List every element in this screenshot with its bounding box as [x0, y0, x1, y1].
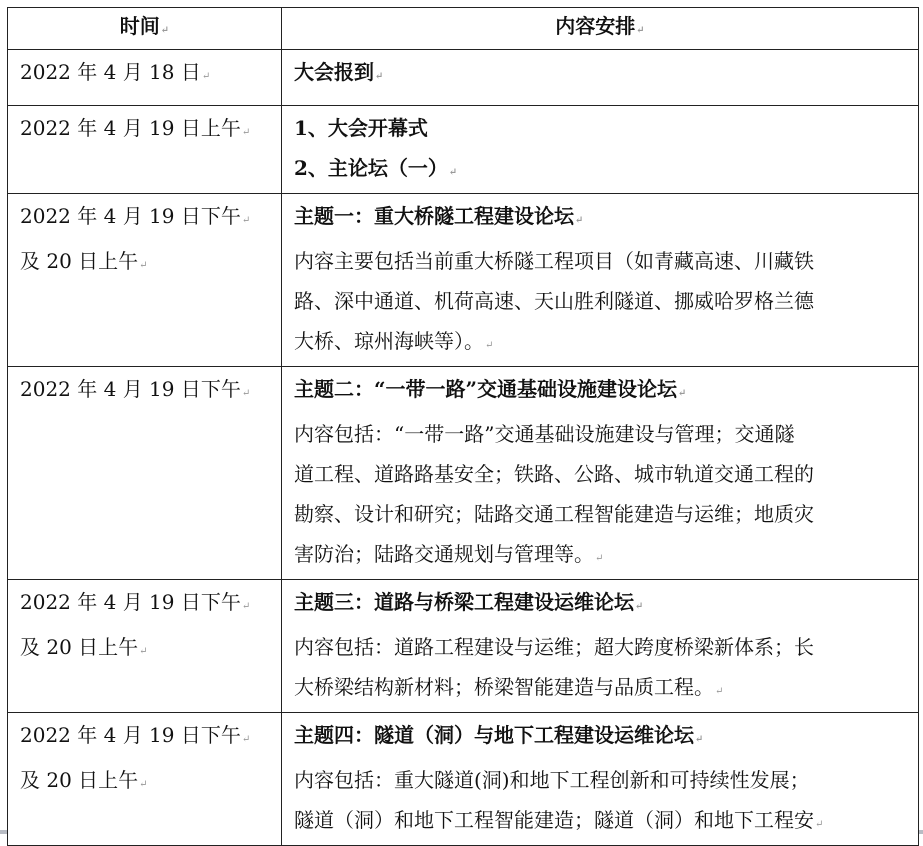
table-row	[8, 50, 919, 106]
time-cell	[8, 713, 282, 846]
content-text: 2、主论坛（一） ↵	[294, 148, 918, 193]
content-cell	[282, 50, 919, 106]
time-text: 及 20 日上午 ↵	[20, 627, 281, 672]
content-text: 内容主要包括当前重大桥隧工程项目（如青藏高速、川藏铁	[294, 249, 814, 273]
topic-title: 主题三：道路与桥梁工程建设运维论坛 ↵	[294, 582, 918, 627]
content-text: 内容包括：道路工程建设与运维；超大跨度桥梁新体系；长	[294, 635, 814, 659]
table-row	[8, 367, 919, 580]
table-row	[8, 106, 919, 194]
header-time-label: 时间 ↵	[120, 14, 169, 38]
content-text: 1、大会开幕式	[294, 116, 428, 140]
content-text: 害防治；陆路交通规划与管理等。 ↵	[294, 534, 918, 579]
time-cell	[8, 106, 282, 194]
table-row	[8, 580, 919, 713]
content-text: 内容包括：“一带一路”交通基础设施建设与管理；交通隧	[294, 422, 795, 446]
time-text: 2022 年 4 月 19 日下午 ↵	[20, 582, 281, 627]
time-text: 及 20 日上午 ↵	[20, 760, 281, 805]
header-time	[8, 8, 282, 50]
time-cell	[8, 194, 282, 367]
header-row	[8, 8, 919, 50]
content-text: 大桥梁结构新材料；桥梁智能建造与品质工程。 ↵	[294, 667, 918, 712]
time-text: 2022 年 4 月 19 日下午 ↵	[20, 715, 281, 760]
content-text: 大会报到 ↵	[294, 52, 918, 97]
time-text: 2022 年 4 月 18 日 ↵	[20, 52, 281, 97]
time-text: 2022 年 4 月 19 日下午 ↵	[20, 196, 281, 241]
topic-title: 主题一：重大桥隧工程建设论坛 ↵	[294, 196, 918, 241]
content-text: 路、深中通道、机荷高速、天山胜利隧道、挪威哈罗格兰德	[294, 289, 814, 313]
time-cell	[8, 367, 282, 580]
time-text: 2022 年 4 月 19 日下午 ↵	[20, 369, 281, 414]
header-content-label: 内容安排 ↵	[555, 14, 644, 38]
time-cell	[8, 50, 282, 106]
content-cell	[282, 194, 919, 367]
content-cell	[282, 713, 919, 846]
table-row	[8, 713, 919, 846]
header-content	[282, 8, 919, 50]
schedule-table	[7, 7, 919, 846]
content-cell	[282, 106, 919, 194]
topic-title: 主题二：“一带一路”交通基础设施建设论坛 ↵	[294, 369, 918, 414]
content-text: 道工程、道路路基安全；铁路、公路、城市轨道交通工程的	[294, 462, 814, 486]
content-cell	[282, 367, 919, 580]
content-text: 内容包括：重大隧道(洞)和地下工程创新和可持续性发展；	[294, 768, 810, 792]
time-text: 2022 年 4 月 19 日上午 ↵	[20, 108, 281, 153]
content-text: 大桥、琼州海峡等）。 ↵	[294, 321, 918, 366]
time-text: 及 20 日上午 ↵	[20, 241, 281, 286]
topic-title: 主题四：隧道（洞）与地下工程建设运维论坛 ↵	[294, 715, 918, 760]
content-text: 隧道（洞）和地下工程智能建造；隧道（洞）和地下工程安 ↵	[294, 800, 918, 845]
time-cell	[8, 580, 282, 713]
content-text: 勘察、设计和研究；陆路交通工程智能建造与运维；地质灾	[294, 502, 814, 526]
content-cell	[282, 580, 919, 713]
table-row	[8, 194, 919, 367]
